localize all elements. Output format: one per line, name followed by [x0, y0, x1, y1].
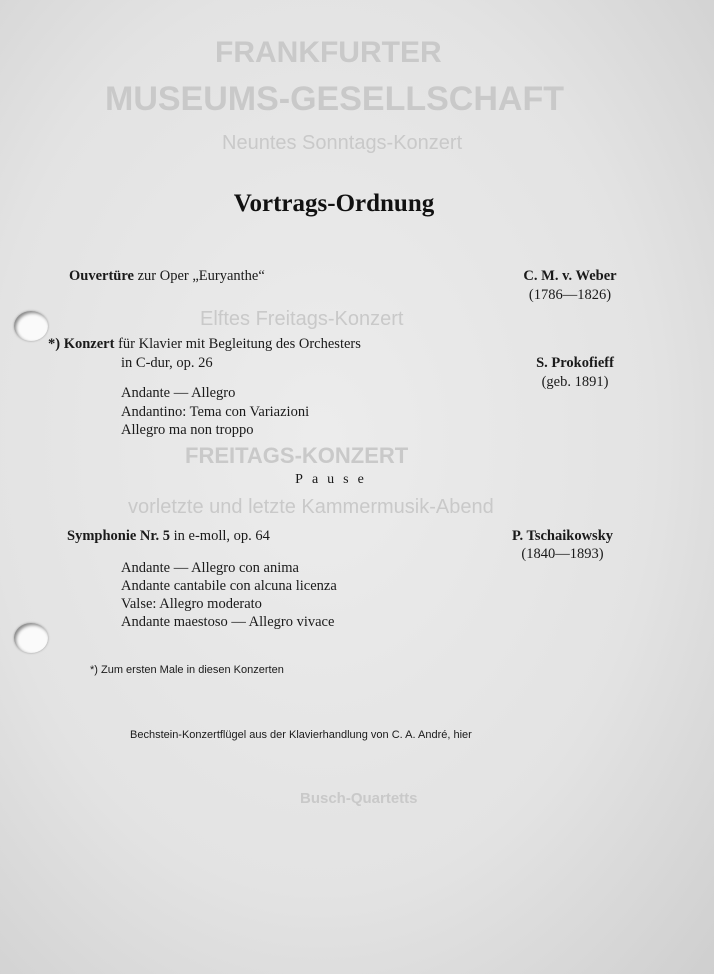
footnote: *) Zum ersten Male in diesen Konzerten	[90, 664, 284, 676]
movement: Valse: Allegro moderato	[121, 596, 262, 612]
punch-hole	[14, 623, 48, 653]
movement: Andante — Allegro con anima	[121, 560, 299, 576]
composer-dates: (geb. 1891)	[541, 374, 609, 390]
work-title-rest: für Klavier mit Begleitung des Orchesters	[114, 336, 361, 352]
work-title-bold: Symphonie Nr. 5	[67, 528, 171, 544]
show-through-text: vorletzte und letzte Kammermusik-Abend	[128, 496, 494, 518]
work-title-bold: Ouvertüre	[69, 268, 134, 284]
work-title-rest: zur Oper „Euryanthe“	[133, 268, 265, 284]
pause-label: Pause	[295, 472, 373, 487]
show-through-text: FREITAGS-KONZERT	[185, 443, 409, 468]
movement: Andante cantabile con alcuna licenza	[121, 578, 337, 594]
movement: Andante maestoso — Allegro vivace	[121, 614, 335, 630]
work-title	[48, 336, 361, 353]
composer-dates: (1786—1826)	[528, 287, 612, 303]
show-through-text: Elftes Freitags-Konzert	[200, 308, 404, 330]
page-title: Vortrags-Ordnung	[233, 190, 435, 217]
work-title	[67, 528, 270, 545]
work-title	[69, 268, 265, 285]
show-through-text: MUSEUMS-GESELLSCHAFT	[105, 80, 564, 118]
footnote-marker: *)	[48, 336, 61, 352]
movement: Andante — Allegro	[121, 385, 236, 401]
movement: Andantino: Tema con Variazioni	[121, 404, 310, 420]
composer: S. Prokofieff	[536, 355, 614, 371]
punch-hole	[14, 311, 48, 341]
composer: C. M. v. Weber	[523, 268, 617, 284]
movement: Allegro ma non troppo	[121, 422, 254, 438]
composer: P. Tschaikowsky	[511, 528, 614, 544]
work-title-rest: in e-moll, op. 64	[170, 528, 270, 544]
work-title-bold: Konzert	[63, 336, 115, 352]
show-through-text: Busch-Quartetts	[300, 790, 418, 807]
show-through-text: Neuntes Sonntags-Konzert	[222, 132, 463, 154]
composer-dates: (1840—1893)	[521, 546, 604, 562]
show-through-text: FRANKFURTER	[215, 36, 442, 69]
piano-note: Bechstein-Konzertflügel aus der Klavierhandlung von C. A. André, hier	[130, 729, 472, 741]
work-subtitle: in C-dur, op. 26	[121, 355, 213, 371]
